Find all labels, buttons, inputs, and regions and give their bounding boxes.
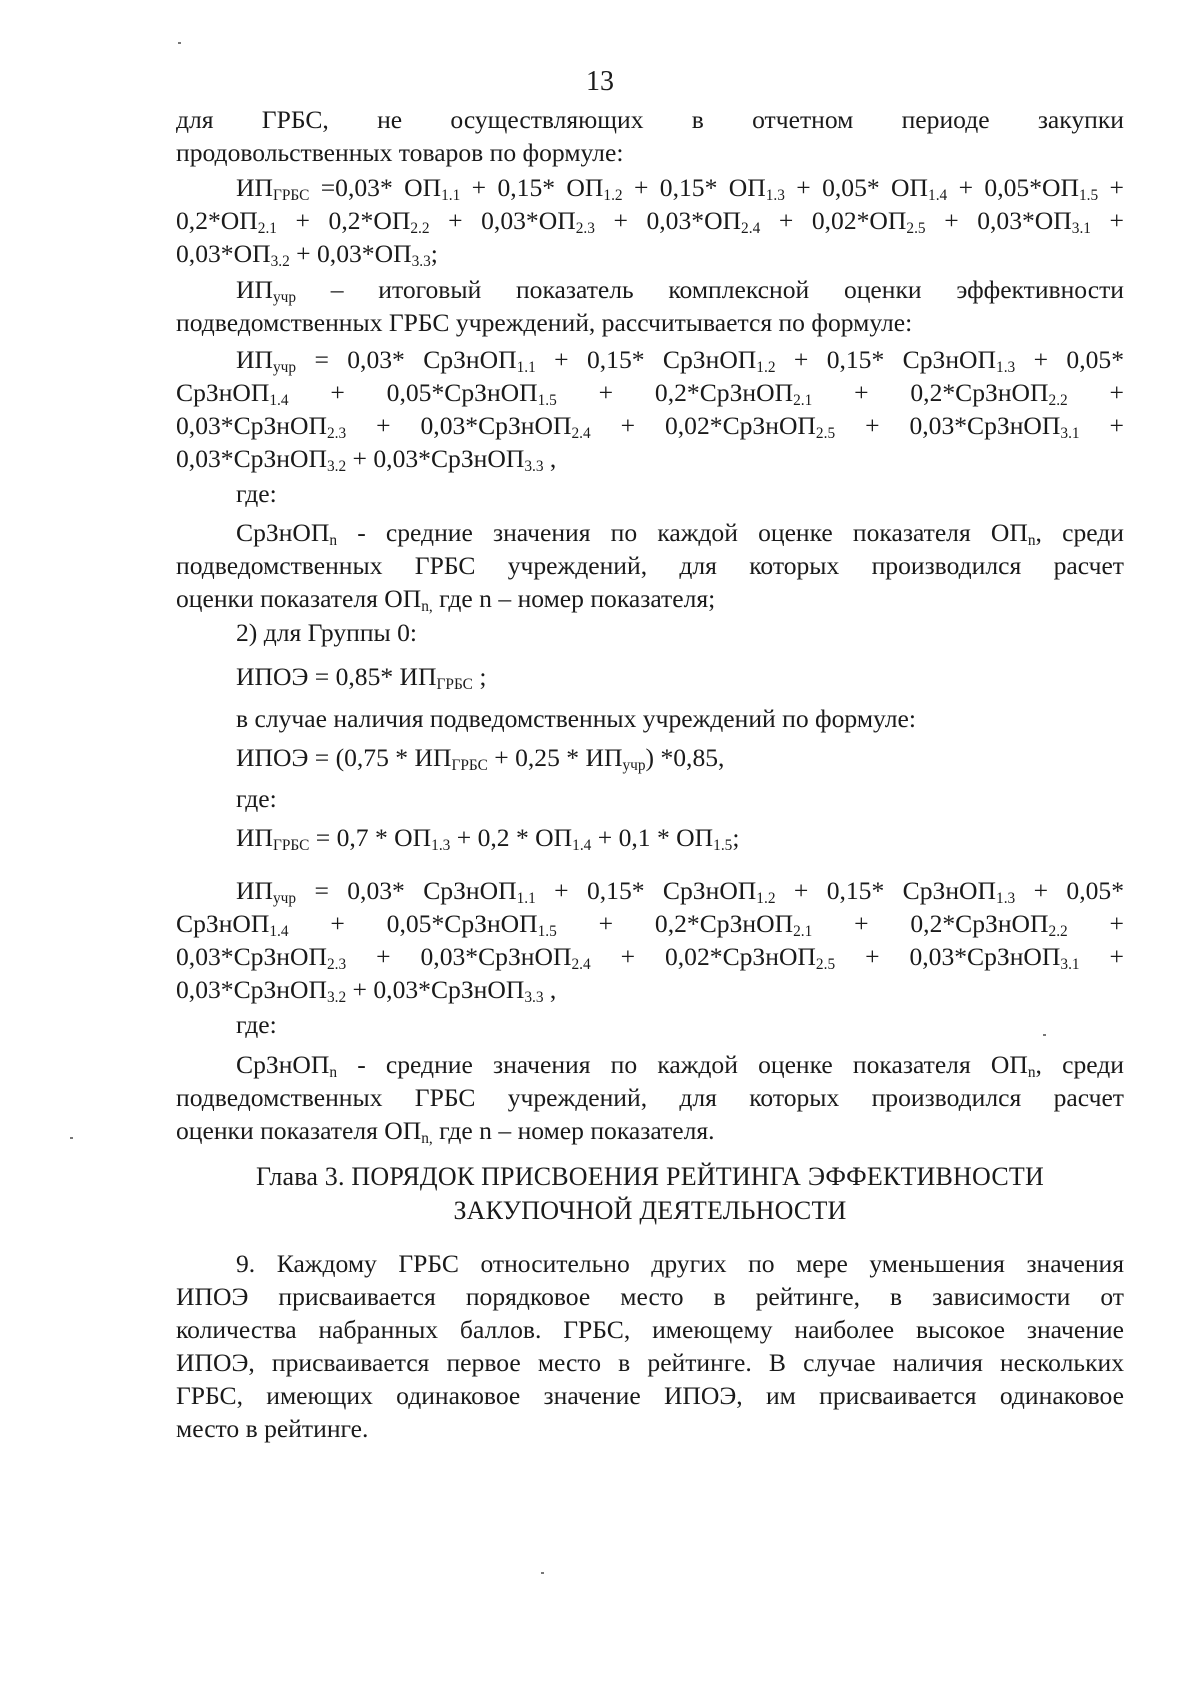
scan-speck — [178, 42, 181, 44]
formula-ip-uchr — [176, 343, 1124, 475]
group-0-heading — [176, 616, 1124, 649]
formula-line: ИПОЭ = $(0,75 * ИП_{ГРБС} + 0,25 * ИП_{учр})$ *0,85, — [236, 743, 725, 774]
text-line: подведомственных ГРБС учреждений, для которых производился расчет — [176, 1083, 1124, 1112]
formula-line: СрЗнОП$_{1.4}$ + 0,05*СрЗнОП$_{1.5}$ + 0,2*СрЗнОП$_{2.1}$ + 0,2*СрЗнОП$_{2.2}$ + — [176, 378, 1124, 409]
where-label — [176, 477, 1124, 510]
chapter-heading — [176, 1160, 1124, 1228]
formula-line: 0,03*СрЗнОП$_{2.3}$ + 0,03*СрЗнОП$_{2.4}$ + 0,02*СрЗнОП$_{2.5}$ + 0,03*СрЗнОП$_{3.1}$ + — [176, 942, 1124, 973]
text-line: СрЗнОП$_n$ - средние значения по каждой оценке показателя $ОП_n$, среди — [236, 1050, 1124, 1081]
text-line: подведомственных ГРБС учреждений, рассчитывается по формуле: — [176, 308, 913, 337]
formula-ip-grbs — [176, 171, 1124, 270]
text-line: 2) для Группы 0: — [236, 618, 418, 647]
formula-line: СрЗнОП$_{1.4}$ + 0,05*СрЗнОП$_{1.5}$ + 0,2*СрЗнОП$_{2.1}$ + 0,2*СрЗнОП$_{2.2}$ + — [176, 909, 1124, 940]
formula-line: ИПОЭ = 0,85* $ИП_{ГРБС}$ ; — [236, 662, 487, 693]
text-line: 9. Каждому ГРБС относительно других по мере уменьшения значения — [236, 1249, 1124, 1278]
formula-line: $ИП_{учр} = 0,03*$ СрЗнОП$_{1.1}$ + 0,15* СрЗнОП$_{1.2}$ + 0,15* СрЗнОП$_{1.3}$ + 0,05* — [236, 345, 1124, 376]
chapter-heading-line: Глава 3. ПОРЯДОК ПРИСВОЕНИЯ РЕЙТИНГА ЭФФЕКТИВНОСТИ — [256, 1162, 1044, 1191]
formula-line: 0,03*СрЗнОП$_{3.2}$ + 0,03*СрЗнОП$_{3.3}$ , — [176, 975, 557, 1006]
formula-ipoe-with-uchr — [176, 741, 1124, 774]
where-label — [176, 1008, 1124, 1041]
page-number: 13 — [586, 66, 614, 97]
text-line: подведомственных ГРБС учреждений, для которых производился расчет — [176, 551, 1124, 580]
definition-srznop — [176, 1048, 1124, 1147]
text-line: оценки показателя $ОП_{n,}$ где n – номер показателя; — [176, 584, 716, 615]
chapter-heading-line: ЗАКУПОЧНОЙ ДЕЯТЕЛЬНОСТИ — [453, 1196, 847, 1225]
formula-line: $0,2*ОП_{2.1} + 0,2*ОП_{2.2} + 0,03*ОП_{2.3} + 0,03*ОП_{2.4} + 0,02*ОП_{2.5} + 0,03*ОП_{3.1}$ + — [176, 206, 1124, 237]
text-line: оценки показателя $ОП_{n,}$ где n – номер показателя. — [176, 1116, 715, 1147]
scan-speck — [70, 1137, 73, 1139]
text-line: место в рейтинге. — [176, 1414, 369, 1443]
text-line: продовольственных товаров по формуле: — [176, 138, 624, 167]
text-line: ИПОЭ, присваивается первое место в рейтинге. В случае наличия нескольких — [176, 1348, 1124, 1377]
formula-line: $0,03*ОП_{3.2} + 0,03*ОП_{3.3}$; — [176, 239, 438, 270]
paragraph-9 — [176, 1247, 1124, 1445]
text-line: количества набранных баллов. ГРБС, имеющему наиболее высокое значение — [176, 1315, 1124, 1344]
intro-paragraph — [176, 103, 1124, 169]
text-line: где: — [236, 479, 277, 508]
formula-ipoe — [176, 660, 1124, 693]
text-line: где: — [236, 784, 277, 813]
definition-ip-uchr — [176, 273, 1124, 339]
formula-line: 0,03*СрЗнОП$_{3.2}$ + 0,03*СрЗнОП$_{3.3}$ , — [176, 444, 557, 475]
text-line: $ИП_{учр}$ – итоговый показатель комплексной оценки эффективности — [236, 275, 1124, 306]
formula-ip-uchr-group0 — [176, 874, 1124, 1006]
text-line: ИПОЭ присваивается порядковое место в рейтинге, в зависимости от — [176, 1282, 1124, 1311]
formula-line: 0,03*СрЗнОП$_{2.3}$ + 0,03*СрЗнОП$_{2.4}$ + 0,02*СрЗнОП$_{2.5}$ + 0,03*СрЗнОП$_{3.1}$ + — [176, 411, 1124, 442]
text-line: где: — [236, 1010, 277, 1039]
formula-line: $ИП_{ГРБС} = 0,7 * ОП_{1.3} + 0,2 * ОП_{1.4} + 0,1 * ОП_{1.5}$; — [236, 823, 740, 854]
definition-srznop — [176, 516, 1124, 615]
text-line: СрЗнОП$_n$ - средние значения по каждой оценке показателя $ОП_n$, среди — [236, 518, 1124, 549]
formula-line: $ИП_{учр} = 0,03*$ СрЗнОП$_{1.1}$ + 0,15* СрЗнОП$_{1.2}$ + 0,15* СрЗнОП$_{1.3}$ + 0,05* — [236, 876, 1124, 907]
formula-line: $ИП_{ГРБС} =0,03*$ $ОП_{1.1} + 0,15*$ $ОП_{1.2} + 0,15*$ $ОП_{1.3} + 0,05*$ $ОП_{1.4} + 0,05*ОП_{1.5}$ + — [236, 173, 1124, 204]
formula-ip-grbs-group0 — [176, 821, 1124, 854]
subordinate-case-text — [176, 702, 1124, 735]
text-line: в случае наличия подведомственных учреждений по формуле: — [236, 704, 916, 733]
where-label — [176, 782, 1124, 815]
scan-speck — [541, 1572, 544, 1574]
text-line: ГРБС, имеющих одинаковое значение ИПОЭ, им присваивается одинаковое — [176, 1381, 1124, 1410]
text-line: для ГРБС, не осуществляющих в отчетном периоде закупки — [176, 105, 1124, 134]
